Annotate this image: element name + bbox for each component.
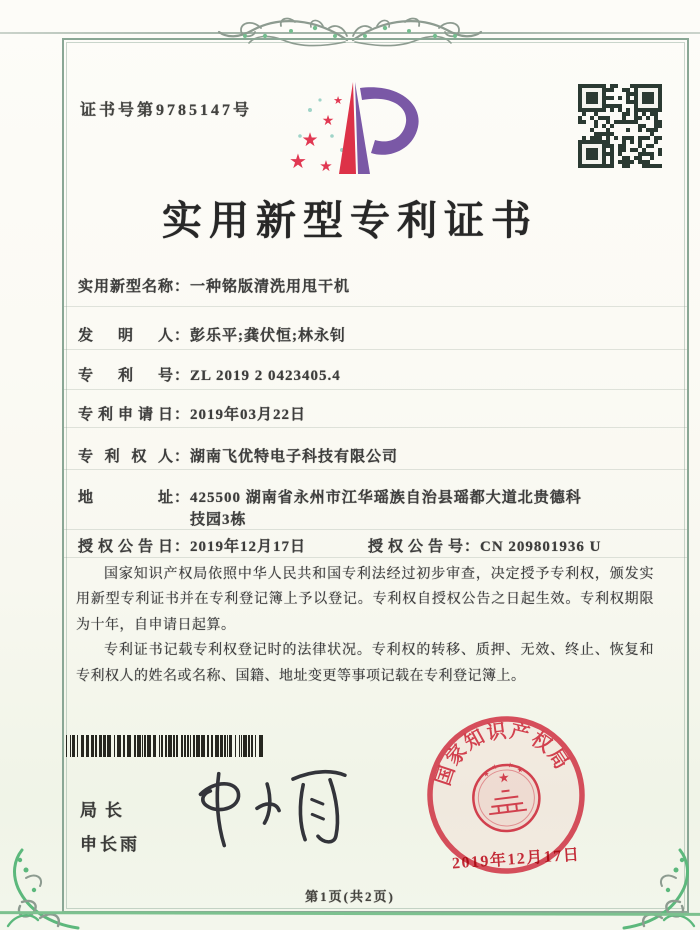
field-row-grant-date xyxy=(78,536,306,558)
svg-text:★: ★ xyxy=(319,159,333,175)
field-value: 2019年03月22日 xyxy=(190,407,307,423)
svg-text:★: ★ xyxy=(482,769,490,779)
field-label: 专利权人 xyxy=(78,449,174,465)
field-label: 地址 xyxy=(78,490,174,506)
certificate-title: 实用新型专利证书 xyxy=(162,198,538,243)
field-rule xyxy=(64,306,687,307)
field-colon: ： xyxy=(174,328,191,344)
seal-arc-text: 国家知识产权局 xyxy=(432,719,574,789)
qr-code xyxy=(578,84,662,168)
legal-paragraph-2: 专利证书记载专利权登记时的法律状况。专利权的转移、质押、无效、终止、恢复和专利权人的姓名或名称、国籍、地址变更等事项记载在专利登记簿上。 xyxy=(76,643,654,684)
svg-text:★: ★ xyxy=(497,769,511,786)
field-colon: ： xyxy=(174,490,191,506)
field-colon: ： xyxy=(174,407,191,423)
field-value: ZL 2019 2 0423405.4 xyxy=(190,368,341,384)
svg-text:★: ★ xyxy=(516,765,524,775)
field-value: 425500 湖南省永州市江华瑶族自治县瑶都大道北贵德科技园3栋 xyxy=(190,490,582,528)
field-value: 彭乐平;龚伏恒;林永钊 xyxy=(190,328,347,344)
field-row-address xyxy=(78,487,582,531)
certificate-number: 证书号第9785147号 xyxy=(80,102,253,119)
field-rule xyxy=(64,349,687,350)
field-label: 授权公告号 xyxy=(368,539,464,555)
field-row-patent-number xyxy=(78,365,341,387)
field-value: 2019年12月17日 xyxy=(190,539,307,555)
field-row-name xyxy=(78,276,350,298)
field-label: 实用新型名称 xyxy=(78,279,175,295)
seal-date: 2019年12月17日 xyxy=(451,846,581,873)
svg-text:★: ★ xyxy=(301,130,319,151)
field-colon: ： xyxy=(174,368,191,384)
svg-text:★: ★ xyxy=(506,760,515,770)
svg-text:★: ★ xyxy=(333,95,343,107)
field-row-grant-number xyxy=(368,536,602,558)
cnipa-logo xyxy=(280,78,440,183)
field-row-filing-date xyxy=(78,404,306,426)
field-value: 湖南飞优特电子科技有限公司 xyxy=(190,449,399,465)
field-colon: ： xyxy=(174,279,191,295)
signer-name: 申长雨 xyxy=(80,835,140,854)
signer-block xyxy=(80,796,140,855)
field-label: 专利申请日 xyxy=(78,407,174,423)
field-rule xyxy=(64,427,687,428)
barcode xyxy=(66,735,266,757)
logo-p-bowl xyxy=(360,87,419,155)
legal-paragraph-1: 国家知识产权局依照中华人民共和国专利法经过初步审查，决定授予专利权，颁发实用新型专利证书并在专利登记簿上予以登记。专利权自授权公告之日起生效。专利权期限为十年，自申请日起算。 xyxy=(76,567,654,633)
field-label: 专利号 xyxy=(78,368,174,384)
field-colon: ： xyxy=(174,539,191,555)
svg-text:★: ★ xyxy=(321,114,335,129)
signer-role: 局长 xyxy=(80,801,130,820)
field-value: CN 209801936 U xyxy=(480,539,602,555)
field-rule xyxy=(64,469,687,470)
field-row-inventors xyxy=(78,325,346,347)
field-label: 授权公告日 xyxy=(78,539,174,555)
bottom-left-flourish xyxy=(0,842,85,930)
logo-star-field xyxy=(289,95,344,175)
field-rule xyxy=(64,389,687,390)
field-row-patentee xyxy=(78,446,398,468)
signature-handwriting xyxy=(170,753,364,865)
field-colon: ： xyxy=(174,449,191,465)
bottom-right-flourish xyxy=(617,842,700,930)
svg-text:★: ★ xyxy=(490,762,499,772)
field-colon: ： xyxy=(464,539,481,555)
field-value: 一种铭版清洗用甩干机 xyxy=(190,279,351,295)
field-label: 发明人 xyxy=(78,328,174,344)
svg-text:★: ★ xyxy=(289,151,307,173)
page-number: 第1页(共2页) xyxy=(305,889,395,904)
bottom-border-line xyxy=(0,911,700,916)
legal-text xyxy=(76,562,654,689)
